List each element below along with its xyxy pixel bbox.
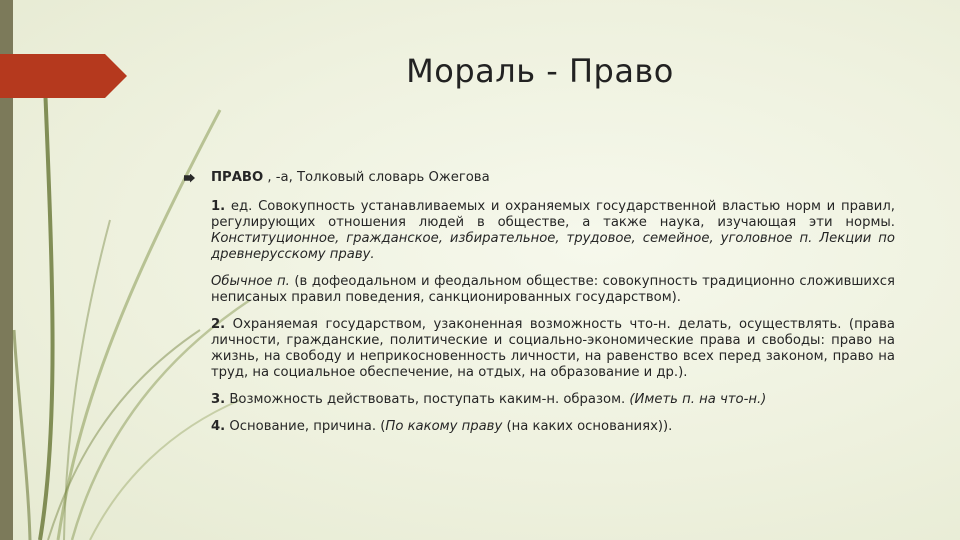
definition-text: Возможность действовать, поступать каким-н. образом. [225,392,630,407]
definition-paragraph-4 [211,419,895,435]
headword: ПРАВО [211,170,264,185]
definition-example: По какому праву [385,419,503,434]
definition-number: 1. [211,199,226,214]
definition-paragraph-customary [211,274,895,306]
definition-number: 2. [211,317,226,332]
definition-text: Основание, причина. ( [225,419,386,434]
definition-text: Охраняемая государством, узаконенная возможность что-н. делать, осуществлять. (права личности, гражданские, политические и социально-экономические права и свободы: право на жизнь, на свободу и неприкосновенность личности, на равенство всех перед законом, право на труд, на социальное обеспечение, на отдых, на образование и др.). [211,317,895,380]
definition-text: (на каких основаниях)). [502,419,673,434]
definition-example: (Иметь п. на что-н.) [629,392,767,407]
definition-headline [184,170,895,186]
definition-number: 3. [211,392,226,407]
definition-example: Обычное п. [211,274,290,289]
slide-title: Мораль - Право [406,52,674,90]
definition-number: 4. [211,419,226,434]
definition-paragraph-2 [211,317,895,381]
definition-text: ед. Совокупность устанавливаемых и охраняемых государственной властью норм и правил, регулирующих отношения людей в обществе, а также наука, изучающая эти нормы. [211,199,895,230]
headword-source: , -а, Толковый словарь Ожегова [263,170,490,185]
arrow-bullet-icon [184,174,195,183]
definition-example: Конституционное, гражданское, избирательное, трудовое, семейное, уголовное п. Лекции по древнерусскому праву. [211,231,895,262]
definition-paragraph-1 [211,199,895,263]
definition-paragraph-3 [211,392,895,408]
definition-text: (в дофеодальном и феодальном обществе: совокупность традиционно сложившихся неписаных правил поведения, санкционированных государством). [211,274,895,305]
title-accent-tab [0,54,127,98]
slide-content [211,170,895,435]
